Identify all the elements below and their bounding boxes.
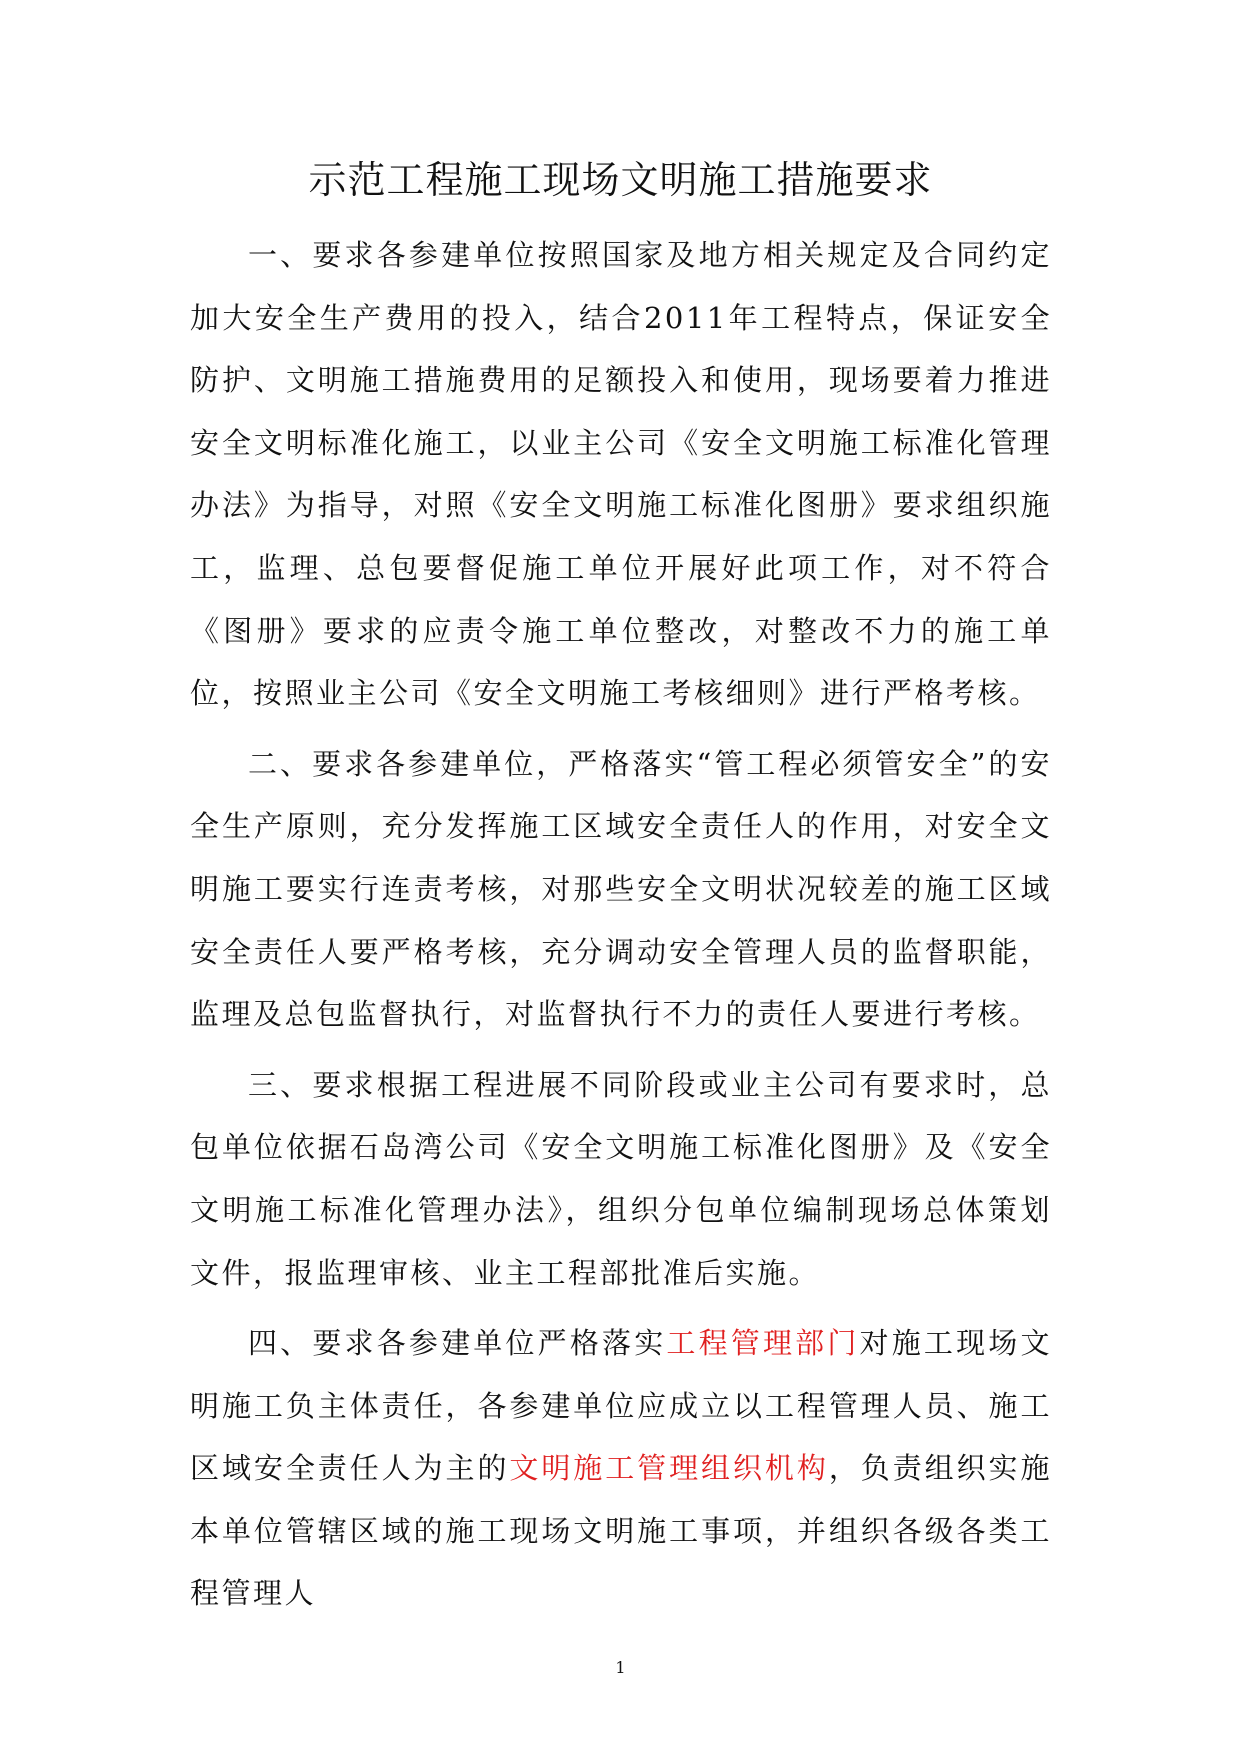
paragraph-2 [190,733,1052,1046]
highlight-engineering-dept: 工程管理部门 [666,1326,860,1361]
document-title: 示范工程施工现场文明施工措施要求 [308,158,933,202]
paragraph-1-text: 一、要求各参建单位按照国家及地方相关规定及合同约定加大安全生产费用的投入，结合2011年工程特点，保证安全防护、文明施工措施费用的足额投入和使用，现场要着力推进安全文明标准化施工，以业主公司《安全文明施工标准化管理办法》为指导，对照《安全文明施工标准化图册》要求组织施工，监理、总包要督促施工单位开展好此项工作，对不符合《图册》要求的应责令施工单位整改，对整改不力的施工单位，按照业主公司《安全文明施工考核细则》进行严格考核。 [190,238,1052,711]
paragraph-3-text: 三、要求根据工程进展不同阶段或业主公司有要求时，总包单位依据石岛湾公司《安全文明施工标准化图册》及《安全文明施工标准化管理办法》，组织分包单位编制现场总体策划文件，报监理审核、业主工程部批准后实施。 [190,1067,1052,1290]
page-number: 1 [615,1658,626,1677]
paragraph-4-text-b: 对施工现场文明施工负主体责任，各参建单位应成立以工程管理人员、施工区域安全责任人为主的 [190,1326,1052,1486]
paragraph-4-text-a: 四、要求各参建单位严格落实 [248,1326,667,1361]
paragraph-4 [190,1312,1052,1625]
paragraph-4-text-c: ，负责组织实施本单位管辖区域的施工现场文明施工事项，并组织各级各类工程管理人 [190,1451,1052,1611]
paragraph-3 [190,1054,1052,1304]
paragraph-2-text: 二、要求各参建单位，严格落实“管工程必须管安全”的安全生产原则，充分发挥施工区域安全责任人的作用，对安全文明施工要实行连责考核，对那些安全文明状况较差的施工区域安全责任人要严格考核，充分调动安全管理人员的监督职能，监理及总包监督执行，对监督执行不力的责任人要进行考核。 [190,746,1052,1032]
document-body [190,224,1052,1633]
highlight-civil-construction-org: 文明施工管理组织机构 [509,1451,829,1486]
paragraph-1 [190,224,1052,725]
